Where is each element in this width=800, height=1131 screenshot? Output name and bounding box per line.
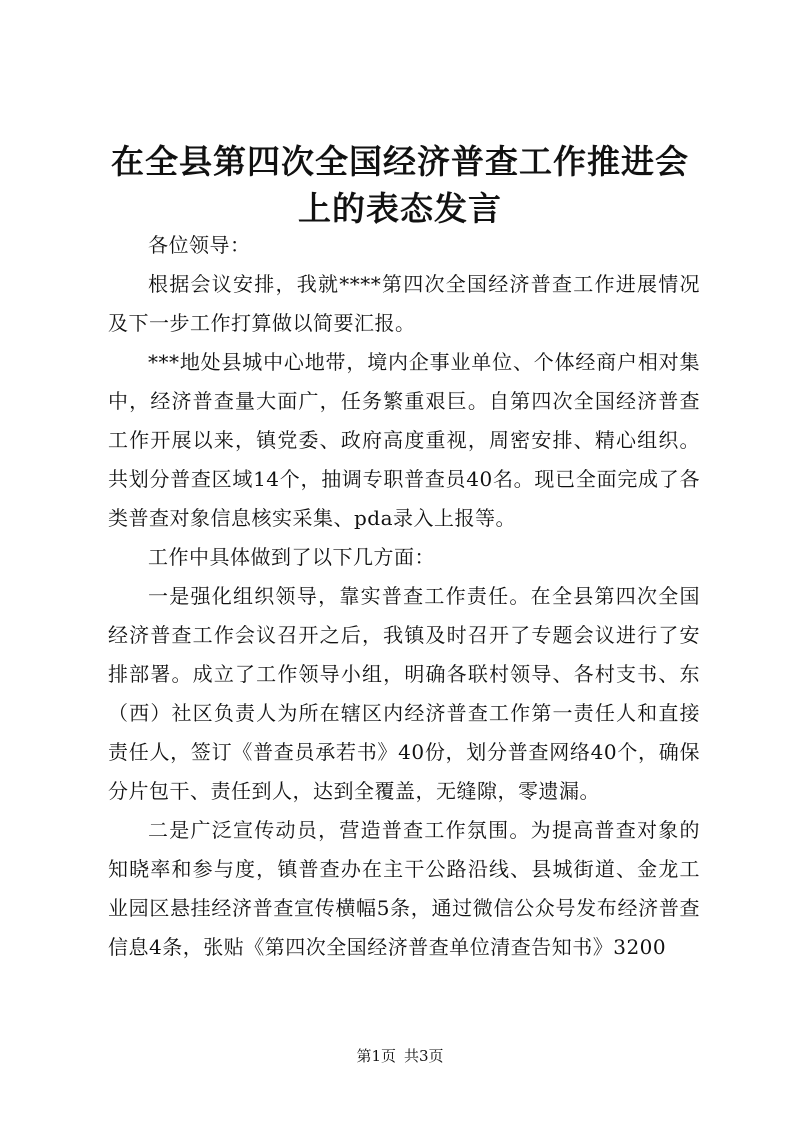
aspects-lead-paragraph: 工作中具体做到了以下几方面： — [148, 545, 435, 569]
intro-paragraph: 根据会议安排，我就****第四次全国经济普查工作进展情况及下一步工作打算做以简要汇报。 — [108, 272, 700, 335]
point-two-paragraph: 二是广泛宣传动员，营造普查工作氛围。为提高普查对象的知晓率和参与度，镇普查办在主干公路沿线、县城街道、金龙工业园区悬挂经济普查宣传横幅5条，通过微信公众号发布经济普查信息4条，张贴《第四次全国经济普查单位清查告知书》3200 — [108, 818, 700, 959]
page-footer — [0, 1046, 800, 1066]
page-total: 共3页 — [404, 1047, 444, 1065]
document-title: 在全县第四次全国经济普查工作推进会上的表态发言 — [111, 142, 689, 228]
background-paragraph: ***地处县城中心地带，境内企事业单位、个体经商户相对集中，经济普查量大面广，任务繁重艰巨。自第四次全国经济普查工作开展以来，镇党委、政府高度重视，周密安排、精心组织。共划分普查区域14个，抽调专职普查员40名。现已全面完成了各类普查对象信息核实采集、pda录入上报等。 — [108, 350, 700, 530]
point-one-paragraph: 一是强化组织领导，靠实普查工作责任。在全县第四次全国经济普查工作会议召开之后，我镇及时召开了专题会议进行了安排部署。成立了工作领导小组，明确各联村领导、各村支书、东（西）社区负责人为所在辖区内经济普查工作第一责任人和直接责任人，签订《普查员承若书》40份，划分普查网络40个，确保分片包干、责任到人，达到全覆盖，无缝隙，零遗漏。 — [108, 584, 700, 803]
salutation-paragraph: 各位领导： — [148, 233, 251, 257]
document-body — [108, 226, 700, 967]
page-number: 第1页 — [356, 1047, 396, 1065]
